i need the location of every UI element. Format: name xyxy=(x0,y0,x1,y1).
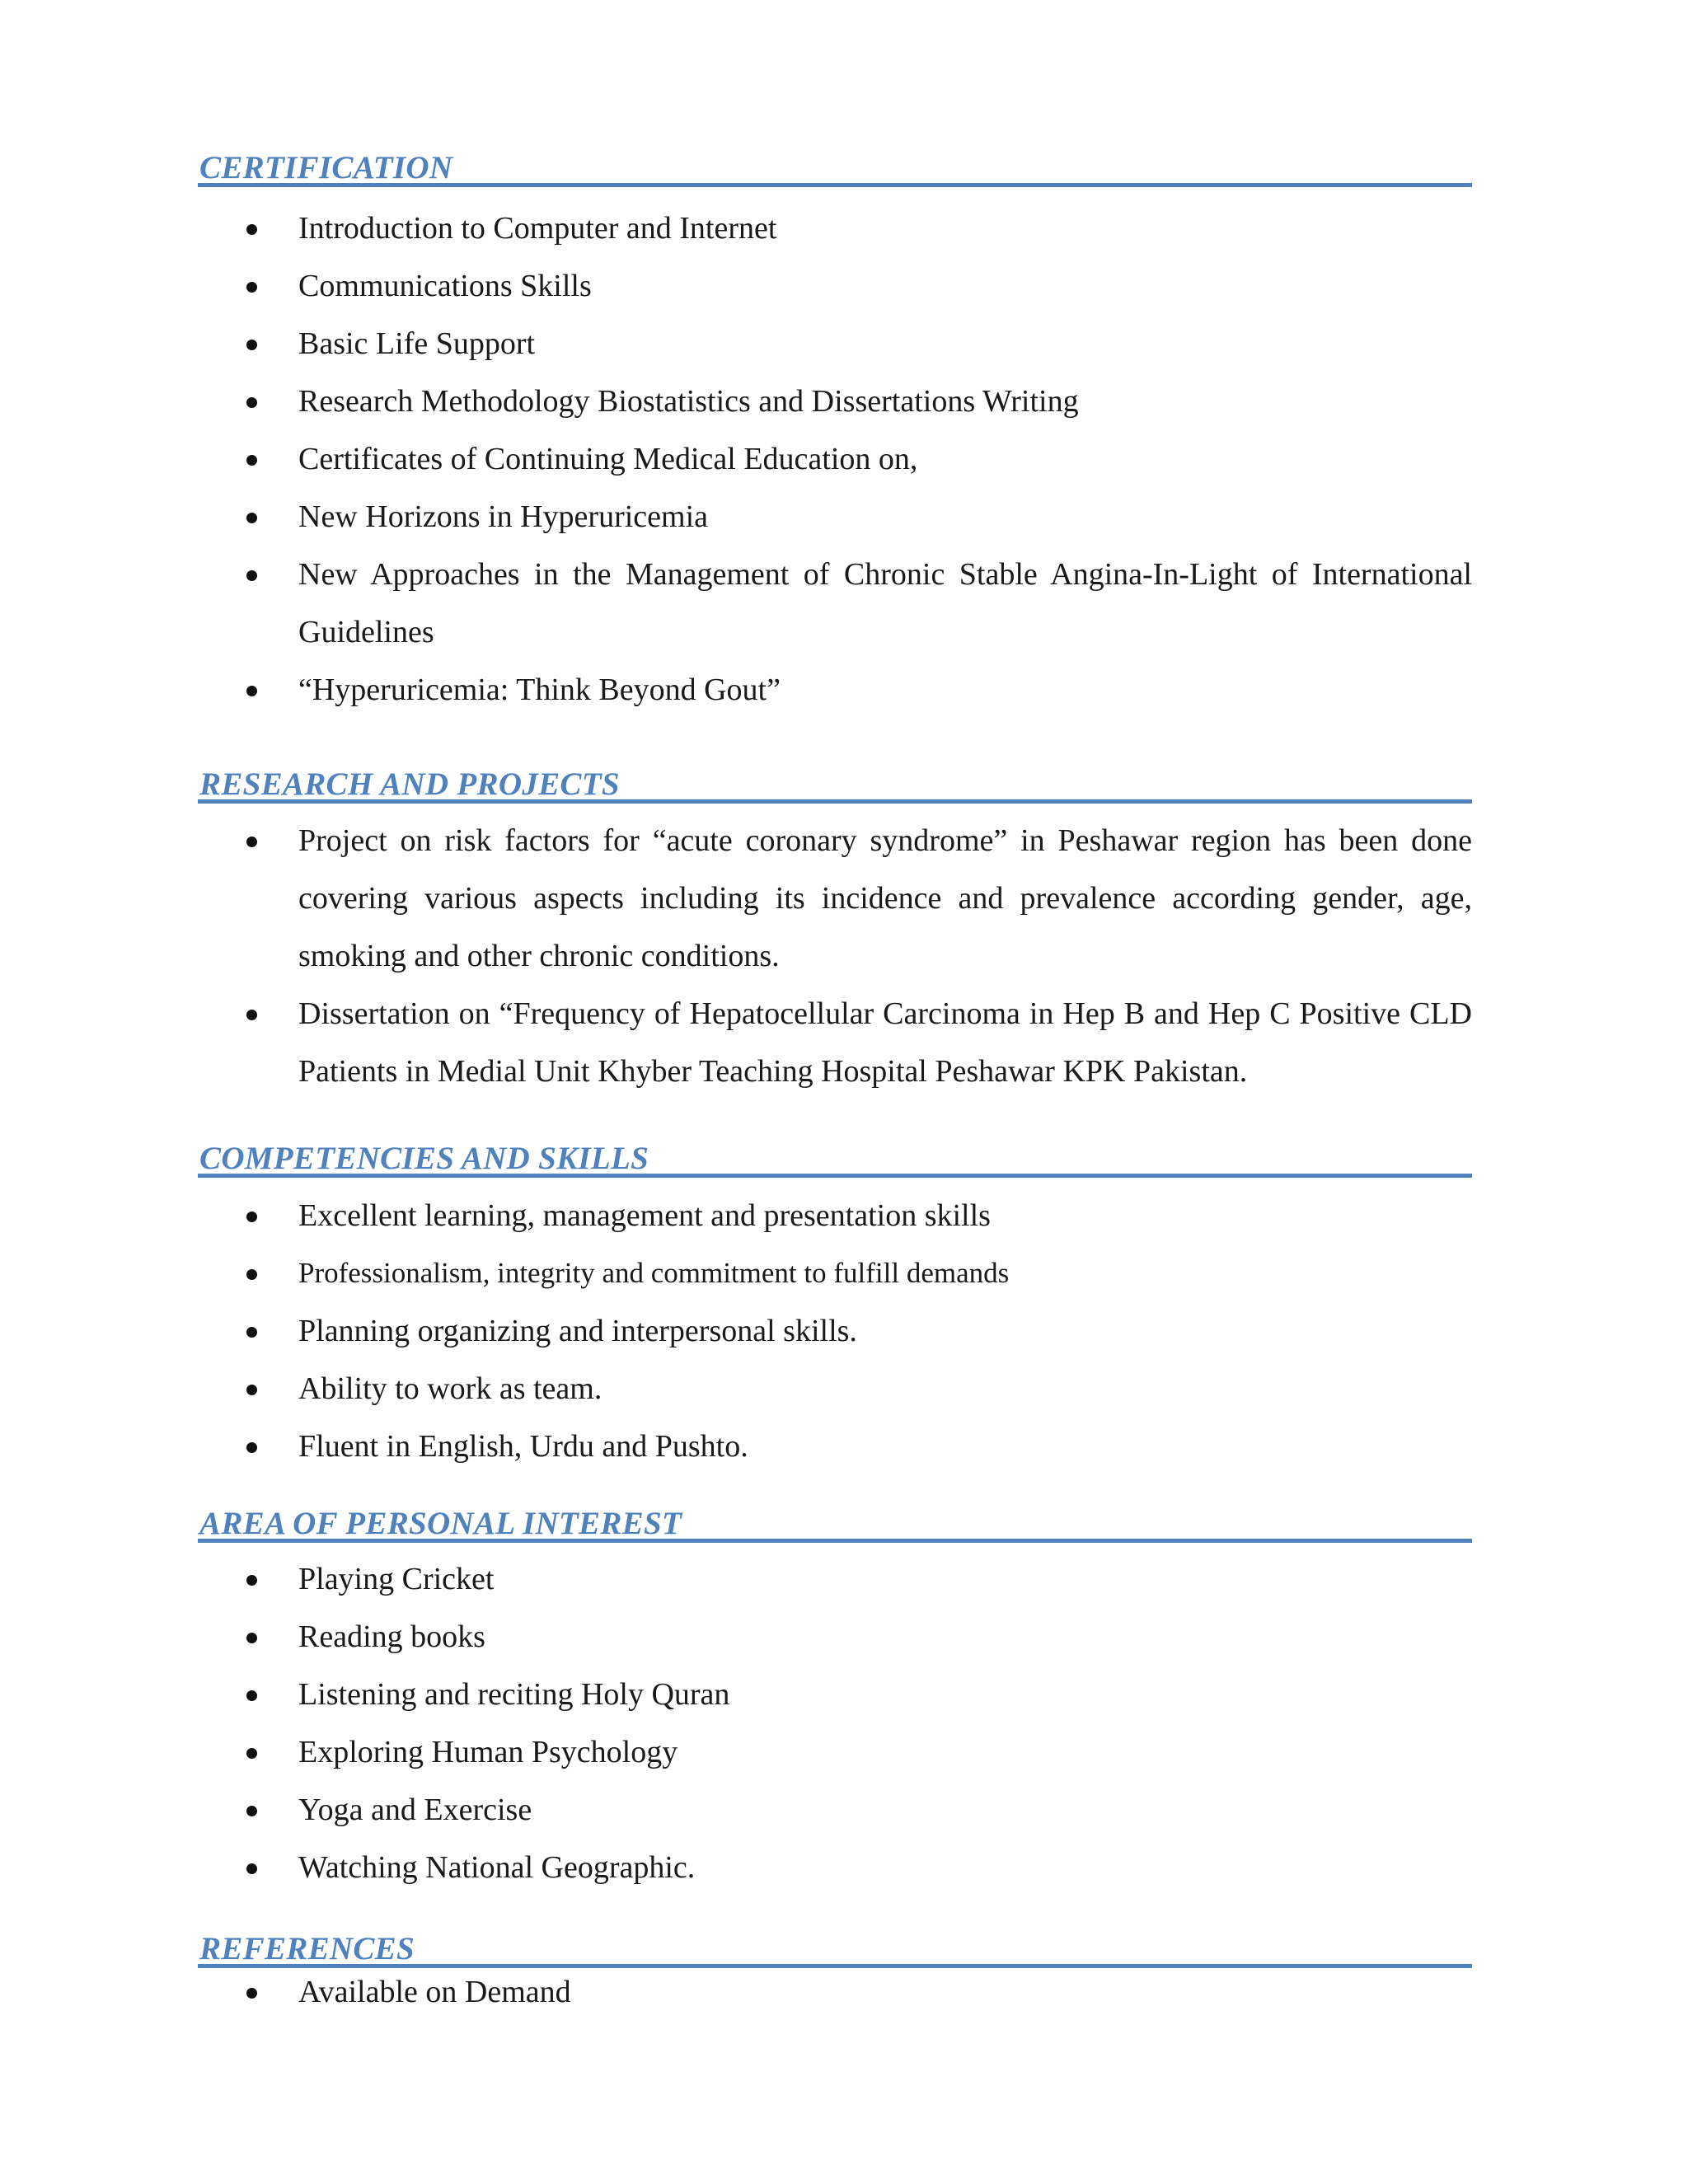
bullet-icon xyxy=(246,1806,257,1816)
bullet-icon xyxy=(246,1748,257,1759)
bullet-icon xyxy=(246,455,257,466)
bullet-icon xyxy=(246,282,257,293)
bullet-icon xyxy=(246,224,257,235)
list-item-text: Excellent learning, management and presentation skills xyxy=(298,1198,991,1233)
list-item xyxy=(198,199,1472,257)
bullet-icon xyxy=(246,397,257,408)
section-title: COMPETENCIES AND SKILLS xyxy=(199,1141,649,1176)
personal-interest-section xyxy=(198,1496,1472,1896)
list-item-text: Yoga and Exercise xyxy=(298,1793,532,1827)
list-item xyxy=(198,1302,1472,1360)
list-item-text: New Horizons in Hyperuricemia xyxy=(298,499,709,534)
list-item xyxy=(198,1608,1472,1666)
list-item xyxy=(198,1550,1472,1608)
list-item xyxy=(198,373,1472,430)
list-item xyxy=(198,257,1472,315)
list-item-text: Exploring Human Psychology xyxy=(298,1735,678,1769)
list-item-text: Introduction to Computer and Internet xyxy=(298,211,777,246)
list-item xyxy=(198,488,1472,546)
bullet-icon xyxy=(246,1010,257,1020)
list-item xyxy=(198,1781,1472,1839)
list-item xyxy=(198,1360,1472,1418)
list-item-text: Professionalism, integrity and commitment to fulfill demands xyxy=(298,1257,1010,1289)
section-heading xyxy=(198,1496,1472,1543)
list-item-text: Research Methodology Biostatistics and Dissertations Writing xyxy=(298,384,1079,419)
bullet-icon xyxy=(246,1988,257,1999)
list-item-text: Fluent in English, Urdu and Pushto. xyxy=(298,1429,748,1464)
bullet-icon xyxy=(246,1212,257,1222)
section-title: REFERENCES xyxy=(199,1931,415,1966)
list-item-text: Available on Demand xyxy=(298,1975,571,2009)
bullet-icon xyxy=(246,1269,257,1280)
research-list xyxy=(198,812,1472,1100)
bullet-icon xyxy=(246,686,257,696)
list-item-text: Communications Skills xyxy=(298,269,592,303)
list-item-text: “Hyperuricemia: Think Beyond Gout” xyxy=(298,673,781,707)
list-item xyxy=(198,1187,1472,1244)
list-item xyxy=(198,1963,1472,2021)
section-heading xyxy=(198,757,1472,804)
references-section xyxy=(198,1921,1472,2021)
list-item xyxy=(198,812,1472,985)
section-heading xyxy=(198,140,1472,187)
list-item xyxy=(198,661,1472,719)
section-title: AREA OF PERSONAL INTEREST xyxy=(199,1506,682,1541)
list-item-text: New Approaches in the Management of Chronic Stable Angina-In-Light of International Guidelines xyxy=(298,557,1472,649)
section-heading xyxy=(198,1921,1472,1968)
list-item-text: Dissertation on “Frequency of Hepatocellular Carcinoma in Hep B and Hep C Positive CLD Patients in Medial Unit Khyber Teaching Hospital Peshawar KPK Pakistan. xyxy=(298,996,1472,1089)
list-item xyxy=(198,315,1472,373)
bullet-icon xyxy=(246,1385,257,1395)
bullet-icon xyxy=(246,837,257,847)
section-title: CERTIFICATION xyxy=(199,150,453,185)
list-item-text: Playing Cricket xyxy=(298,1562,495,1596)
list-item xyxy=(198,430,1472,488)
list-item-text: Ability to work as team. xyxy=(298,1371,603,1406)
list-item xyxy=(198,1666,1472,1723)
list-item xyxy=(198,1723,1472,1781)
section-title: RESEARCH AND PROJECTS xyxy=(199,766,620,802)
bullet-icon xyxy=(246,1690,257,1701)
list-item xyxy=(198,546,1472,661)
bullet-icon xyxy=(246,1327,257,1338)
certification-section xyxy=(198,140,1472,719)
list-item xyxy=(198,985,1472,1100)
list-item-text: Planning organizing and interpersonal skills. xyxy=(298,1314,857,1348)
personal-interest-list xyxy=(198,1550,1472,1896)
references-list xyxy=(198,1963,1472,2021)
section-heading xyxy=(198,1131,1472,1178)
competencies-list xyxy=(198,1187,1472,1475)
bullet-icon xyxy=(246,340,257,350)
competencies-section xyxy=(198,1131,1472,1475)
list-item-text: Listening and reciting Holy Quran xyxy=(298,1677,730,1712)
list-item-text: Basic Life Support xyxy=(298,326,536,361)
list-item-text: Watching National Geographic. xyxy=(298,1850,696,1885)
bullet-icon xyxy=(246,570,257,581)
list-item xyxy=(198,1244,1472,1302)
bullet-icon xyxy=(246,1633,257,1643)
research-section xyxy=(198,757,1472,1100)
list-item-text: Reading books xyxy=(298,1619,485,1654)
list-item xyxy=(198,1418,1472,1475)
list-item-text: Certificates of Continuing Medical Education on, xyxy=(298,442,918,476)
bullet-icon xyxy=(246,1442,257,1453)
bullet-icon xyxy=(246,513,257,523)
list-item xyxy=(198,1839,1472,1896)
certification-list xyxy=(198,199,1472,719)
bullet-icon xyxy=(246,1863,257,1874)
list-item-text: Project on risk factors for “acute coronary syndrome” in Peshawar region has been done covering various aspects including its incidence and prevalence according gender, age, smoking and other chronic conditions. xyxy=(298,823,1472,973)
bullet-icon xyxy=(246,1575,257,1586)
